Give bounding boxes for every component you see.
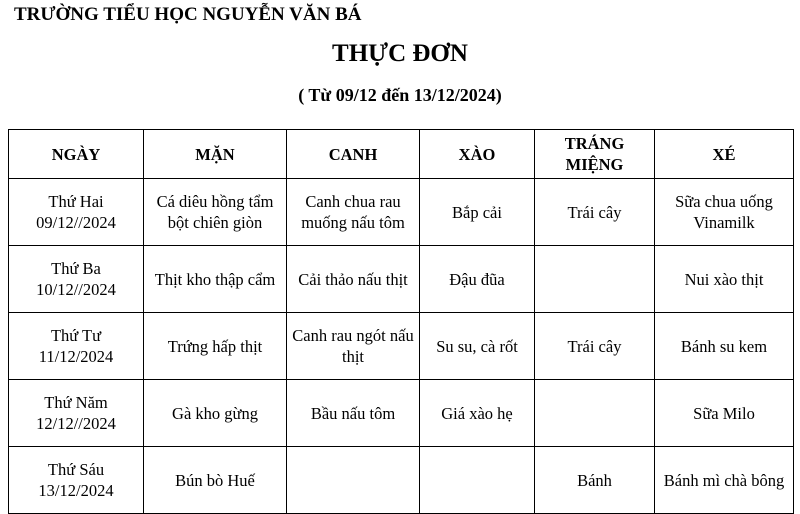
cell-xao: Giá xào hẹ [420, 380, 535, 447]
table-row [9, 179, 794, 246]
cell-xao: Su su, cà rốt [420, 313, 535, 380]
cell-canh: Canh chua rau muống nấu tôm [287, 179, 420, 246]
cell-trang-mieng [535, 380, 655, 447]
day-name: Thứ Hai [48, 192, 104, 211]
day-name: Thứ Tư [50, 326, 102, 345]
cell-xe: Bánh su kem [655, 313, 794, 380]
cell-day [9, 246, 144, 313]
cell-man: Bún bò Huế [144, 447, 287, 514]
cell-xao [420, 447, 535, 514]
cell-xe: Nui xào thịt [655, 246, 794, 313]
table-row [9, 380, 794, 447]
day-name: Thứ Ba [51, 259, 101, 278]
table-row [9, 313, 794, 380]
column-header-man: MẶN [144, 130, 287, 179]
table-row [9, 246, 794, 313]
cell-man: Trứng hấp thịt [144, 313, 287, 380]
cell-xao: Đậu đũa [420, 246, 535, 313]
column-header-xe: XÉ [655, 130, 794, 179]
cell-xe: Sữa Milo [655, 380, 794, 447]
cell-canh [287, 447, 420, 514]
date-range: ( Từ 09/12 đến 13/12/2024) [298, 85, 502, 105]
cell-canh: Cải thảo nấu thịt [287, 246, 420, 313]
column-header-canh: CANH [287, 130, 420, 179]
column-header-xao: XÀO [420, 130, 535, 179]
day-date: 10/12//2024 [36, 280, 116, 299]
table-header-row [9, 130, 794, 179]
column-header-day: NGÀY [9, 130, 144, 179]
cell-man: Gà kho gừng [144, 380, 287, 447]
cell-trang-mieng: Bánh [535, 447, 655, 514]
page-title: THỰC ĐƠN [332, 40, 468, 67]
day-date: 09/12//2024 [36, 213, 116, 232]
cell-trang-mieng: Trái cây [535, 313, 655, 380]
day-name: Thứ Năm [44, 393, 108, 412]
cell-canh: Bầu nấu tôm [287, 380, 420, 447]
table-row [9, 447, 794, 514]
day-name: Thứ Sáu [47, 460, 105, 479]
cell-trang-mieng [535, 246, 655, 313]
cell-man: Cá diêu hồng tẩm bột chiên giòn [144, 179, 287, 246]
day-date: 11/12/2024 [38, 347, 114, 366]
day-date: 12/12//2024 [36, 414, 116, 433]
day-date: 13/12/2024 [38, 481, 114, 500]
school-name: TRƯỜNG TIỂU HỌC NGUYỄN VĂN BÁ [14, 4, 362, 25]
cell-day [9, 313, 144, 380]
cell-canh: Canh rau ngót nấu thịt [287, 313, 420, 380]
cell-day [9, 179, 144, 246]
cell-xao: Bắp cải [420, 179, 535, 246]
cell-man: Thịt kho thập cẩm [144, 246, 287, 313]
cell-xe: Bánh mì chà bông [655, 447, 794, 514]
menu-table [8, 129, 794, 514]
column-header-trang-mieng: TRÁNG MIỆNG [535, 130, 655, 179]
cell-xe: Sữa chua uống Vinamilk [655, 179, 794, 246]
cell-day [9, 447, 144, 514]
cell-day [9, 380, 144, 447]
cell-trang-mieng: Trái cây [535, 179, 655, 246]
